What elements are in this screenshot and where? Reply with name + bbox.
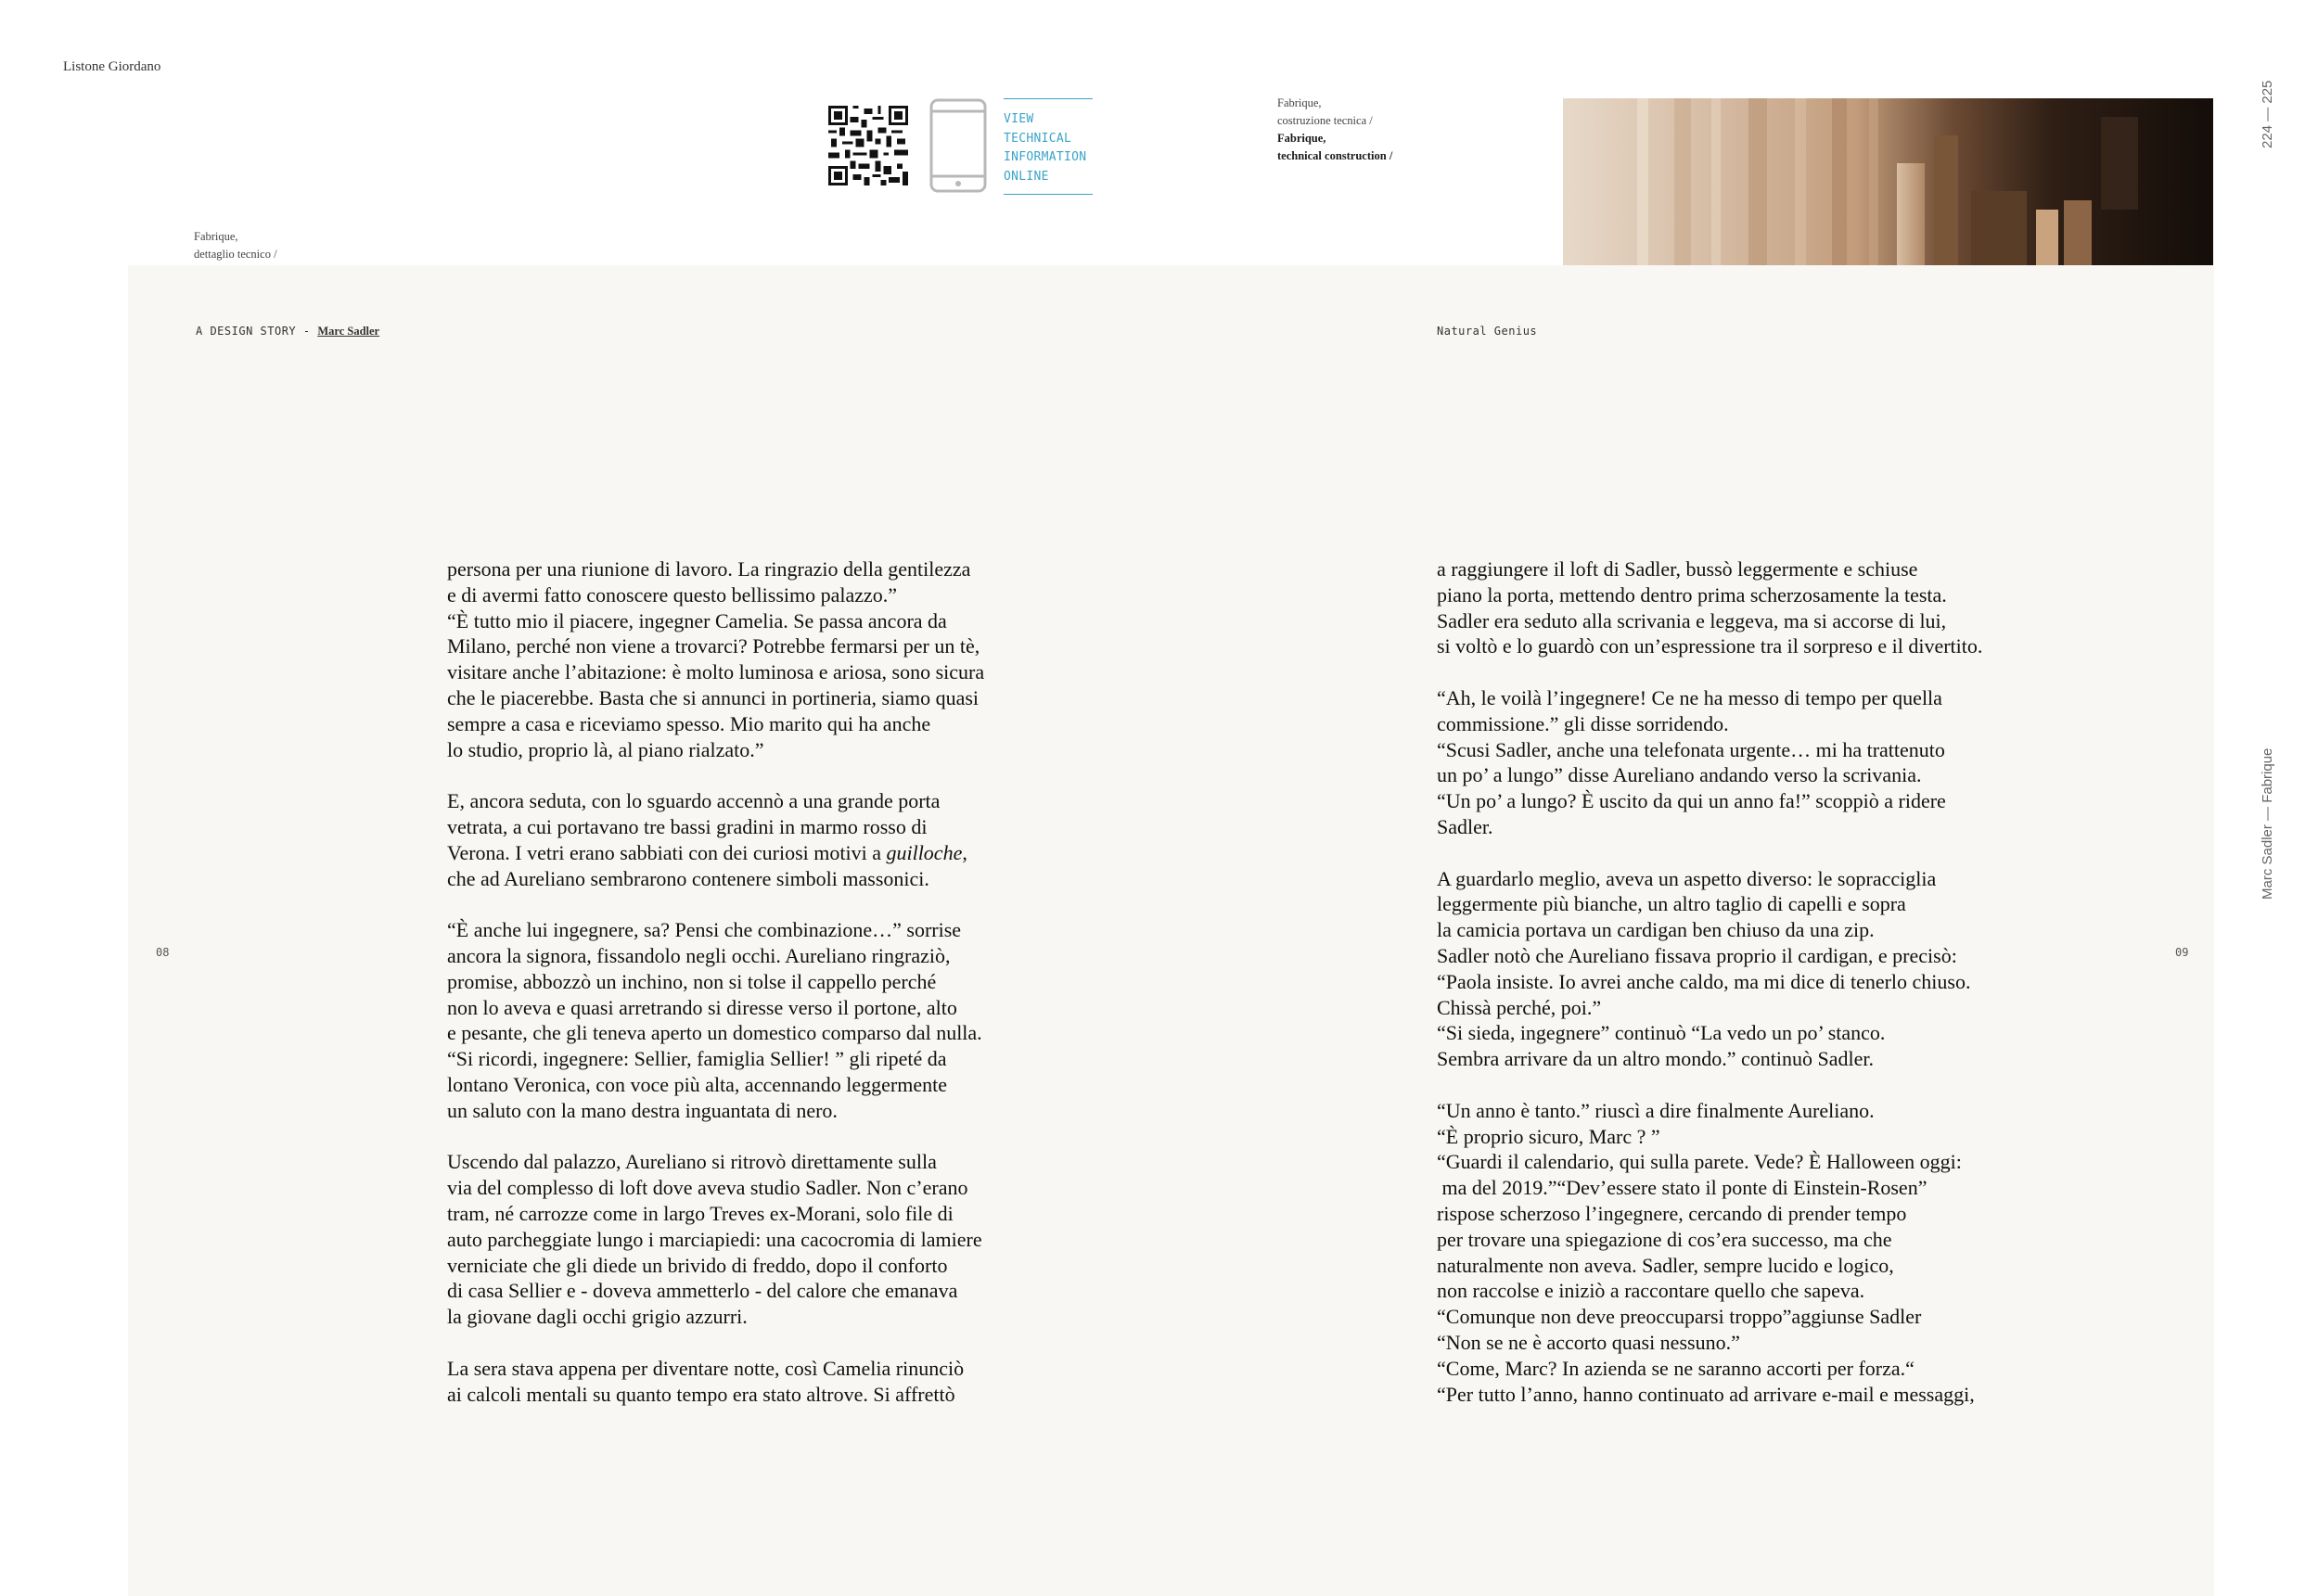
paragraph (447, 1356, 984, 1408)
text-line: per trovare una spiegazione di cos’era successo, ma che (1437, 1227, 1892, 1251)
paragraph (447, 1149, 984, 1330)
paragraph (1437, 866, 1982, 1072)
paragraph (447, 788, 984, 891)
text-line: “Un po’ a lungo? È uscito da qui un anno fa!” scoppiò a ridere (1437, 789, 1946, 813)
text-line: un po’ a lungo” disse Aureliano andando verso la scrivania. (1437, 763, 1922, 787)
wood-construction-photo (1563, 98, 2213, 265)
text-line: “Un anno è tanto.” riuscì a dire finalmente Aureliano. (1437, 1098, 1875, 1122)
text-line: piano la porta, mettendo dentro prima scherzosamente la testa. (1437, 582, 1947, 606)
text-line: La sera stava appena per diventare notte, così Camelia rinunciò (447, 1356, 965, 1380)
paragraph (1437, 556, 1982, 659)
text-line: Sadler. (1437, 814, 1493, 838)
side-running-title: Marc Sadler — Fabrique (2260, 747, 2275, 900)
text-line: visitare anche l’abitazione: è molto luminosa e ariosa, sono sicura (447, 660, 985, 684)
text-line: rispose scherzoso l’ingegnere, cercando di prender tempo (1437, 1201, 1907, 1225)
text-line: che ad Aureliano sembrarono contenere simboli massonici. (447, 866, 929, 890)
text-line: persona per una riunione di lavoro. La ringrazio della gentilezza (447, 557, 971, 581)
folio-right: 09 (2175, 946, 2189, 959)
paragraph (447, 556, 984, 762)
qr-code-icon[interactable] (828, 106, 908, 185)
text-line: verniciate che gli diede un brivido di freddo, dopo il conforto (447, 1253, 948, 1277)
text-line: tram, né carrozze come in largo Treves ex-Morani, solo file di (447, 1201, 954, 1225)
text-line: A guardarlo meglio, aveva un aspetto diverso: le sopracciglia (1437, 866, 1937, 890)
text-line: “È tutto mio il piacere, ingegner Camelia. Se passa ancora da (447, 608, 947, 632)
text-line: Milano, perché non viene a trovarci? Potrebbe fermarsi per un tè, (447, 634, 980, 658)
text-line: vetrata, a cui portavano tre bassi gradini in marmo rosso di (447, 814, 928, 838)
text-line: si voltò e lo guardò con un’espressione tra il sorpreso e il divertito. (1437, 634, 1983, 658)
text-line: a raggiungere il loft di Sadler, bussò leggermente e schiuse (1437, 557, 1918, 581)
text-line: “Guardi il calendario, qui sulla parete. Vede? È Halloween oggi: (1437, 1150, 1962, 1174)
text-line: lo studio, proprio là, al piano rialzato.” (447, 737, 764, 761)
paragraph (1437, 1098, 1982, 1408)
text-line: “Si sieda, ingegnere” continuò “La vedo un po’ stanco. (1437, 1021, 1886, 1045)
text-line: lontano Veronica, con voce più alta, accennando leggermente (447, 1072, 947, 1096)
text-line: e pesante, che gli teneva aperto un domestico comparso dal nulla. (447, 1021, 982, 1045)
text-line: Chissà perché, poi.” (1437, 995, 1602, 1019)
caption-detail: Fabrique, dettaglio tecnico / (194, 230, 277, 261)
text-line: di casa Sellier e - doveva ammetterlo - del calore che emanava (447, 1279, 958, 1303)
text-line: che le piacerebbe. Basta che si annunci in portineria, siamo quasi (447, 685, 980, 709)
text-line: ma del 2019.”“Dev’essere stato il ponte di Einstein-Rosen” (1437, 1176, 1927, 1200)
text-line: “Non se ne è accorto quasi nessuno.” (1437, 1330, 1740, 1354)
brand-name: Listone Giordano (63, 59, 161, 74)
folio-left: 08 (156, 946, 170, 959)
smartphone-icon (929, 98, 987, 193)
text-line: auto parcheggiate lungo i marciapiedi: una cacocromia di lamiere (447, 1227, 982, 1251)
text-line: ancora la signora, fissandolo negli occhi. Aureliano ringraziò, (447, 943, 951, 967)
running-head-right: Natural Genius (1437, 325, 1538, 338)
author-link[interactable]: Marc Sadler (317, 325, 380, 338)
text-line: “È anche lui ingegnere, sa? Pensi che combinazione…” sorrise (447, 918, 962, 942)
text-line: sempre a casa e riceviamo spesso. Mio marito qui ha anche (447, 711, 931, 735)
story-column-right (1437, 556, 1982, 1433)
text-line: “Ah, le voilà l’ingegnere! Ce ne ha messo di tempo per quella (1437, 685, 1942, 709)
text-line: un saluto con la mano destra inguantata di nero. (447, 1098, 838, 1122)
paragraph (1437, 685, 1982, 840)
text-line: “Paola insiste. Io avrei anche caldo, ma mi dice di tenerlo chiuso. (1437, 969, 1971, 993)
text-line: non raccolse e iniziò a raccontare quello che sapeva. (1437, 1279, 1865, 1303)
running-head-left: A DESIGN STORY - Marc Sadler (196, 325, 380, 338)
text-line: la giovane dagli occhi grigio azzurri. (447, 1305, 748, 1329)
caption-construction: Fabrique, costruzione tecnica / Fabrique, technical construction / (1277, 96, 1393, 162)
italic-term: guilloche (886, 840, 963, 864)
text-line: Verona. I vetri erano sabbiati con dei curiosi motivi a guilloche, (447, 840, 967, 864)
text-line: leggermente più bianche, un altro taglio di capelli e sopra (1437, 892, 1906, 916)
text-line: Uscendo dal palazzo, Aureliano si ritrovò direttamente sulla (447, 1150, 937, 1174)
text-line: Sadler notò che Aureliano fissava proprio il cardigan, e precisò: (1437, 943, 1957, 967)
text-line: “Come, Marc? In azienda se ne saranno accorti per forza.“ (1437, 1356, 1915, 1380)
text-line: ai calcoli mentali su quanto tempo era stato altrove. Si affrettò (447, 1382, 955, 1406)
text-line: promise, abbozzò un inchino, non si tolse il cappello perché (447, 969, 937, 993)
text-line: via del complesso di loft dove aveva studio Sadler. Non c’erano (447, 1176, 968, 1200)
view-technical-info-link[interactable]: VIEW TECHNICAL INFORMATION ONLINE (1004, 98, 1093, 195)
story-column-left (447, 556, 984, 1433)
text-line: “È proprio sicuro, Marc ? ” (1437, 1124, 1660, 1148)
text-line: la camicia portava un cardigan ben chiuso da una zip. (1437, 918, 1875, 942)
text-line: “Scusi Sadler, anche una telefonata urgente… mi ha trattenuto (1437, 737, 1945, 761)
text-line: “Si ricordi, ingegnere: Sellier, famiglia Sellier! ” gli ripeté da (447, 1047, 947, 1071)
text-line: non lo aveva e quasi arretrando si diresse verso il portone, alto (447, 995, 957, 1019)
text-line: commissione.” gli disse sorridendo. (1437, 711, 1729, 735)
text-line: “Comunque non deve preoccuparsi troppo”aggiunse Sadler (1437, 1305, 1922, 1329)
text-line: naturalmente non aveva. Sadler, sempre lucido e logico, (1437, 1253, 1894, 1277)
text-line: Sadler era seduto alla scrivania e leggeva, ma si accorse di lui, (1437, 608, 1947, 632)
text-line: E, ancora seduta, con lo sguardo accennò a una grande porta (447, 789, 941, 813)
paragraph (447, 917, 984, 1123)
page-range: 224 — 225 (2260, 80, 2275, 148)
text-line: Sembra arrivare da un altro mondo.” continuò Sadler. (1437, 1047, 1875, 1071)
text-line: e di avermi fatto conoscere questo bellissimo palazzo.” (447, 582, 898, 606)
text-line: “Per tutto l’anno, hanno continuato ad arrivare e-mail e messaggi, (1437, 1382, 1975, 1406)
